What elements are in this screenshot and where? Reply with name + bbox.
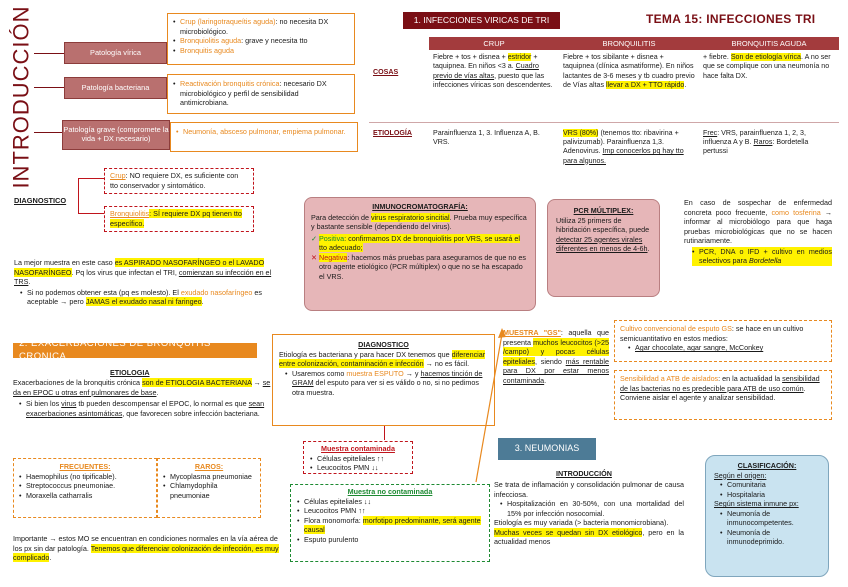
cultivo-box: Cultivo convencional de esputo GS: se hace en un cultivo semicuantitativo en estos medios: • Agar chocolate, agar sangre, McConkey <box>614 320 832 362</box>
connector <box>34 87 64 88</box>
etio-title: ETIOLOGIA <box>110 368 150 377</box>
inmuno-positiva: ✓ Positiva: confirmamos DX de bronquiolitis por VRS, se usará el tto adecuado; <box>311 233 520 252</box>
inmuno-box: INMUNOCROMATOGRAFÍA: Para detección de virus respiratorio sincitial. Prueba muy específica y bastante sensible (dependiendo del virus). ✓ Positiva: confirmamos DX de bronquiolitis por VRS, se usará el tto adecuado; ✕ Negativa: hacemos más pruebas para asegurarnos de que no es otro agente etiológico (PCR múltiplex) o que no se ha escapado el VRS. <box>304 197 536 311</box>
ba-cosas: + fiebre. Son de etiología vírica. A no ser que se complique con una neumonía no hace falta DX. <box>703 53 831 80</box>
viral-point: • Bronquitis aguda <box>173 46 349 56</box>
tema-title: TEMA 15: INFECCIONES TRI <box>646 12 816 26</box>
diag2-box: DIAGNOSTICO Etiología es bacteriana y para hacer DX tenemos que diferenciar entre colonización, contaminación e infección → no es fácil. • Usaremos como muestra ESPUTO → y hacemos tinción de GRAM del esputo para ver si es válido o no, si no pedimos otra muestra. <box>272 334 495 426</box>
pcr-box: PCR MÚLTIPLEX: Utiliza 25 primers de hibridación específica, puede detectar 25 agentes virales diferentes en menos de 4-6h. <box>547 199 660 297</box>
clasif-box: CLASIFICACIÓN: Según el origen: • Comunitaria • Hospitalaria Según sistema inmune px: • Neumonía de inmunocompetentes. • Neumonía de inmunodeprimido. <box>705 455 829 577</box>
header-crup: CRUP <box>429 37 559 50</box>
intro-title-text: INTRODUCCIÓN <box>8 5 34 189</box>
section-1-title: 1. INFECCIONES VIRICAS DE TRI <box>403 12 560 29</box>
viral-point: • Crup (laringotraqueítis aguda): no necesita DX microbiológico. <box>173 17 349 36</box>
diag2-title: DIAGNOSTICO <box>358 340 409 349</box>
header-bronquilitis: BRONQUILITIS <box>559 37 699 50</box>
category-viral: Patología vírica <box>64 42 167 64</box>
contaminada-box: Muestra contaminada • Células epiteliales ↑↑ • Leucocitos PMN ↓↓ <box>303 441 413 474</box>
raros-box: RAROS: • Mycoplasma pneumoniae • Chlamydophila pneumoniae <box>157 458 261 518</box>
crup-diag-box: Crup: NO requiere DX, es suficiente con tto conservador y sintomático. <box>104 168 254 194</box>
inmuno-negativa: ✕ Negativa: hacemos más pruebas para asegurarnos de que no es otro agente etiológico (PCR múltiplex) o que no se ha escapado el VRS. <box>311 252 526 281</box>
sensib-box: Sensibilidad a ATB de aislados: en la actualidad la sensibilidad de las bacterias no es predecible para ATB de uso común. Conviene aislar el agente y analizar sensibilidad. <box>614 370 832 420</box>
viral-point: • Bronquiolitis aguda: grave y necesita tto <box>173 36 349 46</box>
section-2-title: 2. EXACERBACIONES DE BRONQUITIS CRONICA <box>13 343 257 358</box>
connector <box>34 53 64 54</box>
intro-title <box>4 5 38 189</box>
crup-cosas: Fiebre + tos + disnea + estridor + taquipnea. En niños <3 a. Cuadro previo de vías altas, puesto que las infecciones víricas son descendentes. <box>433 53 553 90</box>
header-bronquitis-aguda: BRONQUITIS AGUDA <box>699 37 839 50</box>
importante-text: Importante → estos MO se encuentran en condiciones normales en la vía aérea de los px sin dar patología. Tenemos que diferenciar colonización de infección, es muy complicado. <box>13 534 279 562</box>
category-bacterial: Patología bacteriana <box>64 77 167 99</box>
etio-text: Exacerbaciones de la bronquitis crónica son de ETIOLOGIA BACTERIANA → se da en EPOC u otras enf pulmonares de base. • Si bien los virus tb pueden descompensar el EPOC, lo normal es que sean exacerbaciones asintomáticas, que favorecen sobre infección bacteriana. <box>13 378 279 418</box>
gs-text: MUESTRA "GS": aquella que presenta muchos leucocitos (>25 /campo) y pocas células epiteliales, siendo más rentable para DX por estar menos contaminada. <box>503 328 609 385</box>
row-cosas: COSAS <box>373 68 399 76</box>
inmuno-title: INMUNOCROMATOGRAFÍA: <box>372 202 468 211</box>
infections-table <box>369 37 839 190</box>
row-etiologia: ETIOLOGÍA <box>373 128 413 137</box>
bronq-diag-box: Bronquiolitis: SÍ requiere DX pq tienen tto específico. <box>104 206 254 232</box>
tosferina-text: En caso de sospechar de enfermedad concreta poco frecuente, como tosferina → informar al microbiólogo para que haga pruebas microbiológicas que no se hacen rutinariamente. • PCR, DNA o IFD + cultivo en medios selectivos para Bordetella <box>684 198 832 266</box>
bacterial-box: • Reactivación bronquitis crónica: necesario DX microbiológico y perfil de sensibilidad antimicrobiana. <box>167 74 355 114</box>
diagnostico-label: DIAGNOSTICO <box>14 196 67 205</box>
pcr-title: PCR MÚLTIPLEX: <box>573 206 634 215</box>
muestra-text: La mejor muestra en este caso es ASPIRADO NASOFARÍNGEO o el LAVADO NASOFARÍNGEO. Pq los virus que infectan el TRI, comienzan su infección en el TRS. • Si no podemos obtener esta (pq es molesto). El exudado nasofaríngeo es aceptable → pero JAMAS el exudado nasal ni faringeo. <box>14 258 286 307</box>
diag-bracket <box>78 178 104 214</box>
bronq-cosas: Fiebre + tos sibilante + disnea + taquipnea (clínica asmatiforme). En niños lactantes de 3-6 meses y tb cuadro previo de Vías altas llevar a DX + TTO rápido. <box>563 53 695 90</box>
category-grave: Patología grave (compromete la vida + DX necesario) <box>62 120 170 150</box>
viral-box <box>167 13 355 65</box>
neumonias-text: Se trata de inflamación y consolidación pulmonar de causa infecciosa. • Hospitalización en 30-50%, con una mortalidad del 15% por infección nosocomial. Etiología es muy variada (> bacteria monomicrobiana). Muchas veces se quedan sin DX etiológico, pero en la actualidad menos <box>494 480 684 547</box>
crup-etio: Parainfluenza 1, 3. Influenza A, B. VRS. <box>433 128 540 146</box>
grave-box: • Neumonía, absceso pulmonar, empiema pulmonar. <box>170 122 358 152</box>
neumonias-intro-title: INTRODUCCIÓN <box>556 469 612 478</box>
bronq-etio: VRS (80%) (tenemos tto: ribavirina + palivizumab). Parainfluenza 1,3. Adenovirus. Imp conocerlos pq hay tto para algunos. <box>563 128 684 165</box>
frecuentes-box: FRECUENTES: • Haemophilus (no tipificable). • Streptococcus pneumoniae. • Moraxella catharralis <box>13 458 157 518</box>
section-3-title: 3. NEUMONIAS <box>498 438 596 460</box>
connector <box>34 132 64 133</box>
ba-etio: Frec: VRS, parainfluenza 1, 2, 3, influenza A y B. Raros: Bordetella pertussi <box>703 128 809 156</box>
connector <box>384 426 385 440</box>
no-contaminada-box: Muestra no contaminada • Células epiteliales ↓↓ • Leucocitos PMN ↑↑ • Flora monomorfa: morfotipo predominante, será agente causal • Esputo purulento <box>290 484 490 562</box>
